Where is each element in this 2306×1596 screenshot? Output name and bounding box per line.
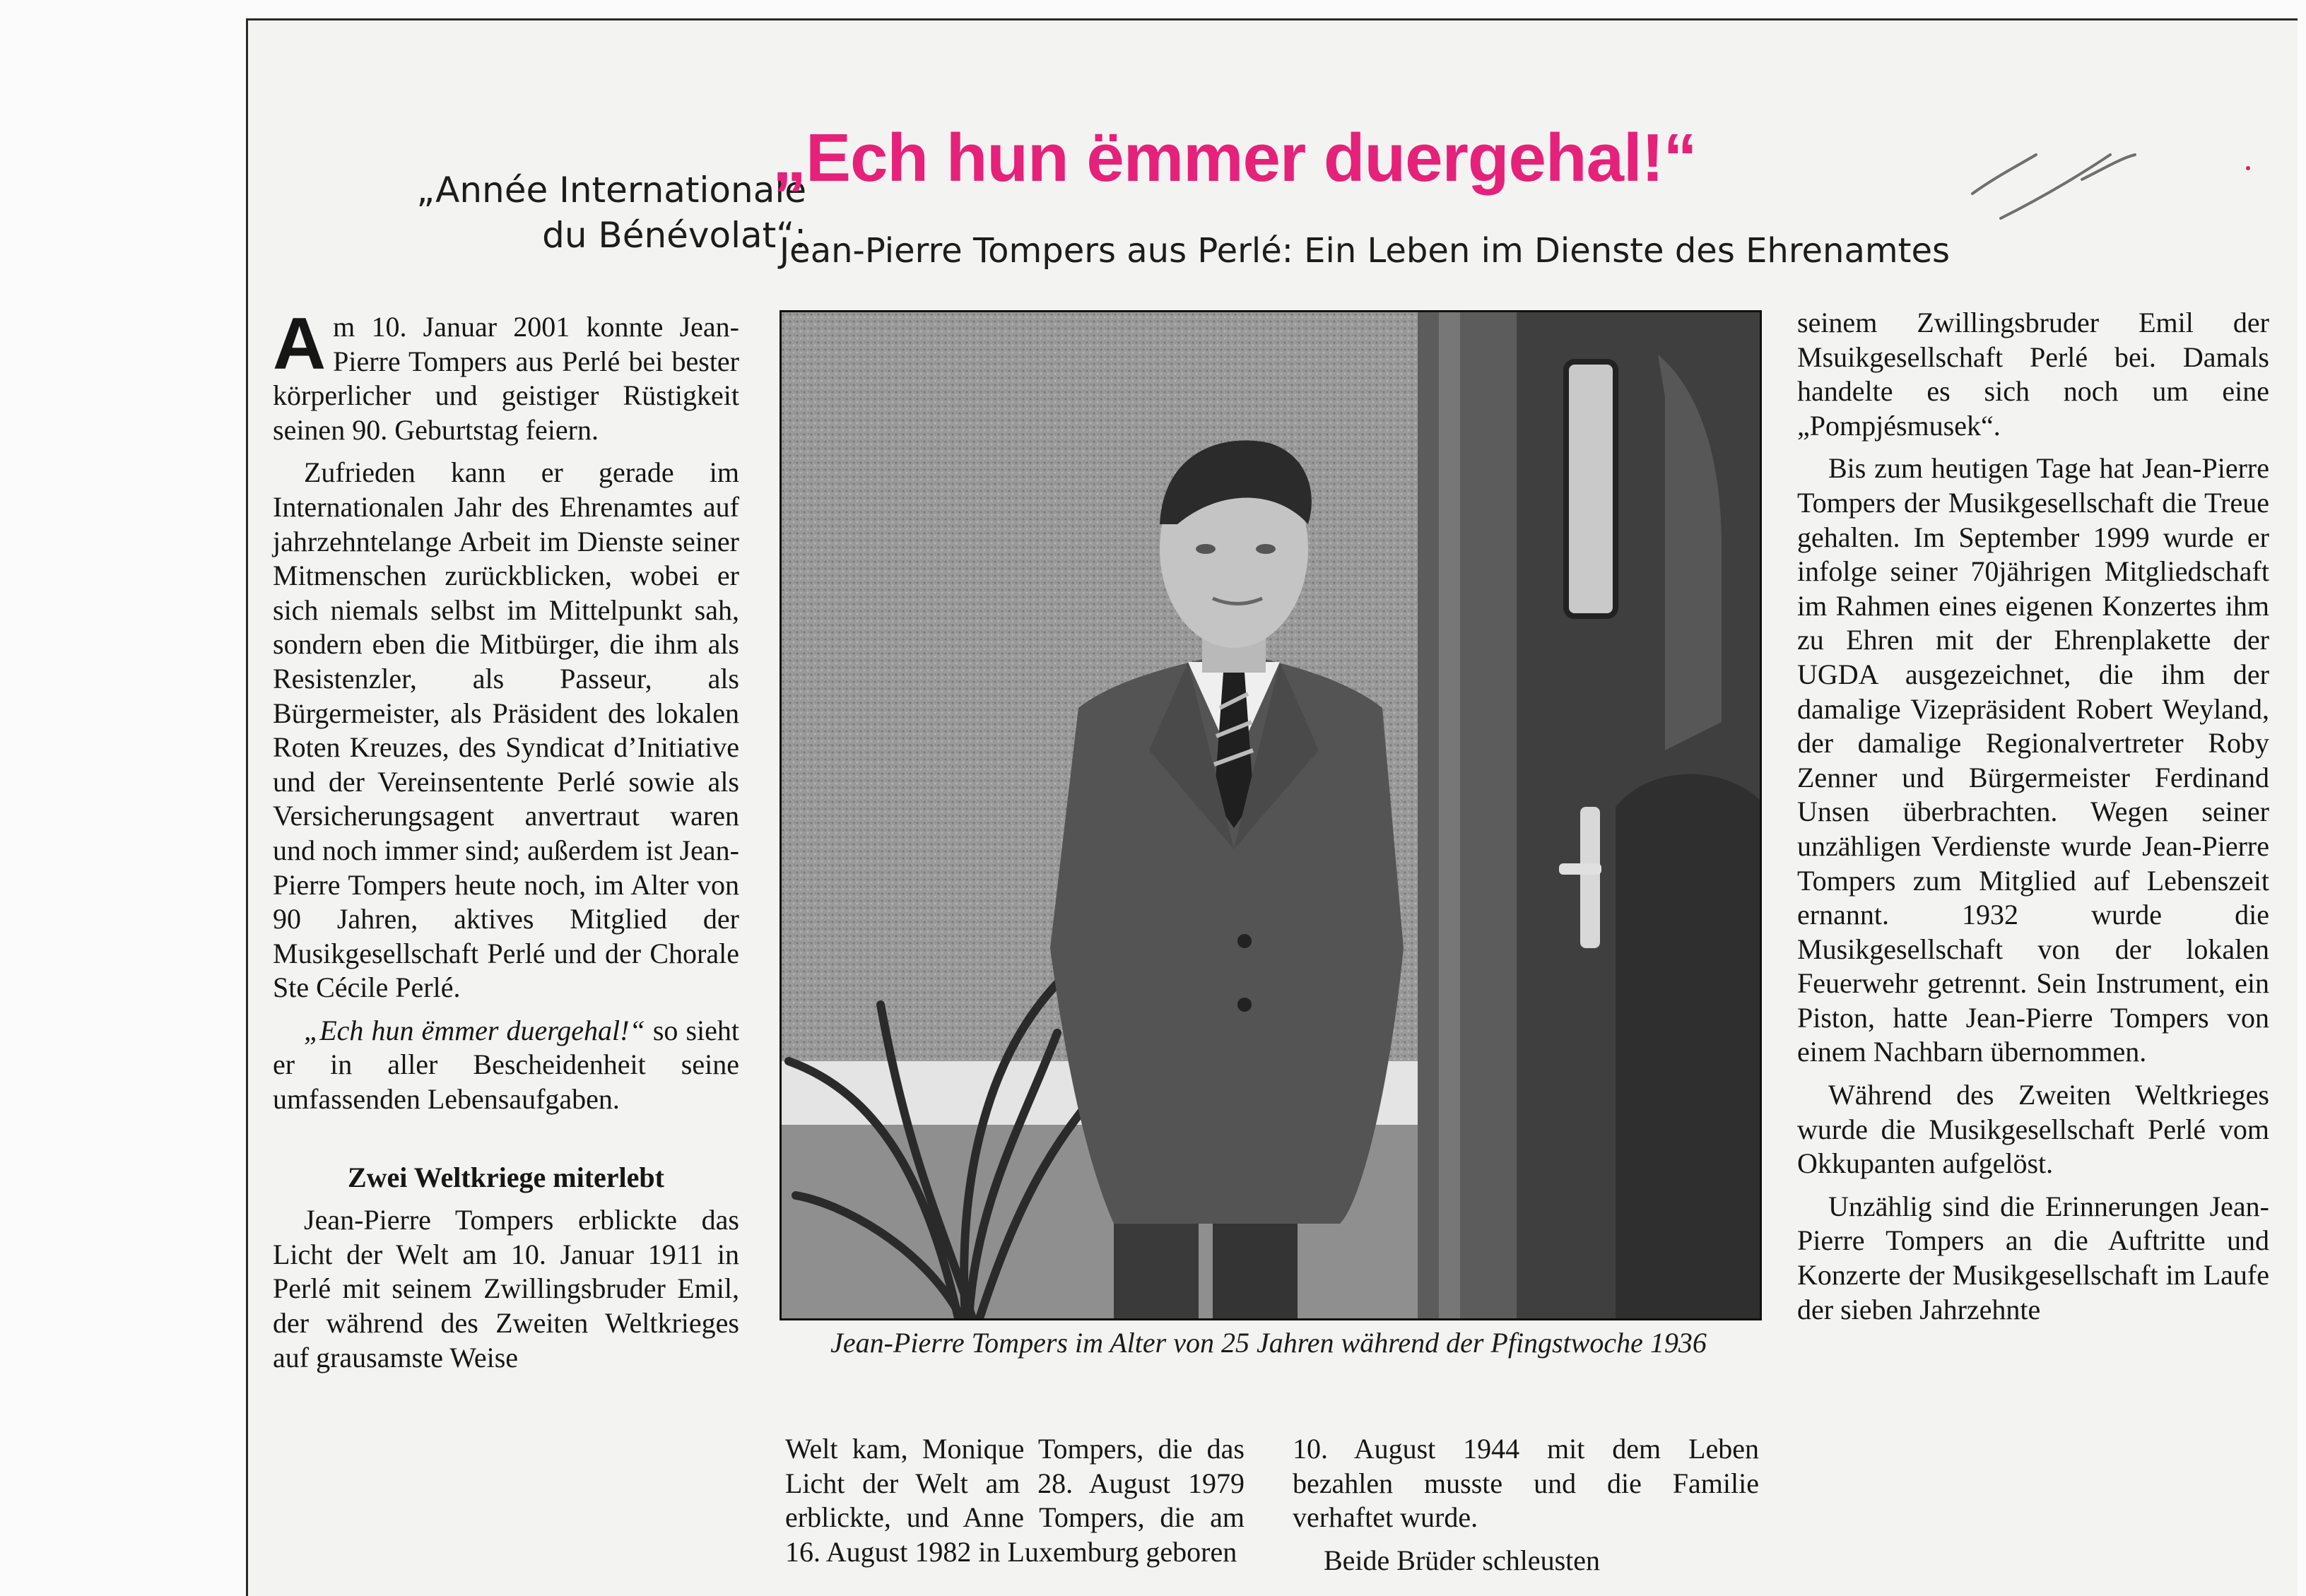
kicker-line-2: du Bénévolat“: (542, 215, 806, 256)
lead-paragraph (273, 303, 739, 447)
article-column-3 (1797, 306, 2269, 1327)
article-column-2b (1293, 1432, 1759, 1578)
lead-text: m 10. Januar 2001 konnte Jean-Pierre Tompers aus Perlé bei bester körperlicher und geistiger Rüstigkeit seinen 90. Geburtstag feiern. (273, 311, 739, 446)
article-column-2a (785, 1432, 1245, 1569)
section-heading: Zwei Weltkriege miterlebt (347, 1161, 664, 1193)
drop-cap: A (273, 303, 327, 385)
paragraph: 10. August 1944 mit dem Leben bezahlen musste und die Familie verhaftet wurde. (1293, 1433, 1759, 1534)
handwritten-margin-mark (1958, 126, 2199, 232)
paragraph: Unzählig sind die Erinnerungen Jean-Pierre Tompers an die Auftritte und Konzerte der Musikgesellschaft im Laufe der sieben Jahrzehnte (1797, 1190, 2269, 1325)
ink-dot (2246, 166, 2250, 170)
paragraph: Zufrieden kann er gerade im Internationalen Jahr des Ehrenamtes auf jahrzehntelange Arbeit im Dienste seiner Mitmenschen zurückblicken, wobei er sich niemals selbst im Mittelpunkt sah, sondern eben die Mitbürger, die ihm als Resistenzler, als Passeur, als Bürgermeister, als Präsident des lokalen Roten Kreuzes, des Syndicat d’Initiative und der Vereinsentente Perlé sowie als Versicherungsagent anvertraut waren und noch immer sind; außerdem ist Jean-Pierre Tompers heute noch, im Alter von 90 Jahren, aktives Mitglied der Musikgesellschaft Perlé und der Chorale Ste Cécile Perlé. (273, 456, 739, 1004)
paragraph: Bis zum heutigen Tage hat Jean-Pierre Tompers der Musikgesellschaft die Treue gehalten. Im September 1999 wurde er infolge seiner 70jährigen Mitgliedschaft im Rahmen eines eigenen Konzertes ihm zu Ehren mit der Ehrenplakette der UGDA ausgezeichnet, die ihm der damalige Vizepräsident Robert Weyland, der damalige Regionalvertreter Roby Zenner und Bürgermeister Ferdinand Unsen überbrachten. Wegen seiner unzähligen Verdienste wurde Jean-Pierre Tompers zum Mitglied auf Lebenszeit ernannt. 1932 wurde die Musikgesellschaft von der lokalen Feuerwehr getrennt. Sein Instrument, ein Piston, hatte Jean-Pierre Tompers von einem Nachbarn übernommen. (1797, 452, 2269, 1068)
headline: „Ech hun ëmmer duergehal!“ (772, 120, 1697, 196)
pull-quote: „Ech hun ëmmer duergehal!“ (304, 1014, 645, 1046)
photo-caption: Jean-Pierre Tompers im Alter von 25 Jahren während der Pfingstwoche 1936 (830, 1327, 1707, 1359)
paragraph-text: so sieht er in aller Bescheidenheit seine umfassenden Lebensaufgaben. (273, 1014, 739, 1116)
paragraph: Jean-Pierre Tompers erblickte das Licht der Welt am 10. Januar 1911 in Perlé mit seinem Zwillingsbruder Emil, der während des Zweiten Weltkrieges auf grausamste Weise (273, 1204, 739, 1373)
kicker-line-1: „Année Internationale (416, 170, 806, 211)
paragraph: Während des Zweiten Weltkrieges wurde die Musikgesellschaft Perlé vom Okkupanten aufgelöst. (1797, 1079, 2269, 1180)
article-column-1 (273, 303, 739, 1375)
kicker (312, 167, 806, 258)
portrait-photo (780, 310, 1762, 1320)
paragraph: Welt kam, Monique Tompers, die das Licht der Welt am 28. August 1979 erblickte, und Anne Tompers, die am 16. August 1982 in Luxemburg geboren (785, 1433, 1245, 1568)
paragraph: Beide Brüder schleusten (1324, 1544, 1600, 1576)
photo-illustration (782, 312, 1760, 1318)
subheadline: Jean-Pierre Tompers aus Perlé: Ein Leben im Dienste des Ehrenamtes (780, 231, 1950, 271)
paragraph: seinem Zwillingsbruder Emil der Msuikgesellschaft Perlé bei. Damals handelte es sich noch um eine „Pompjésmusek“. (1797, 307, 2269, 442)
paragraph (273, 1014, 739, 1117)
newspaper-clipping (246, 18, 2298, 1596)
